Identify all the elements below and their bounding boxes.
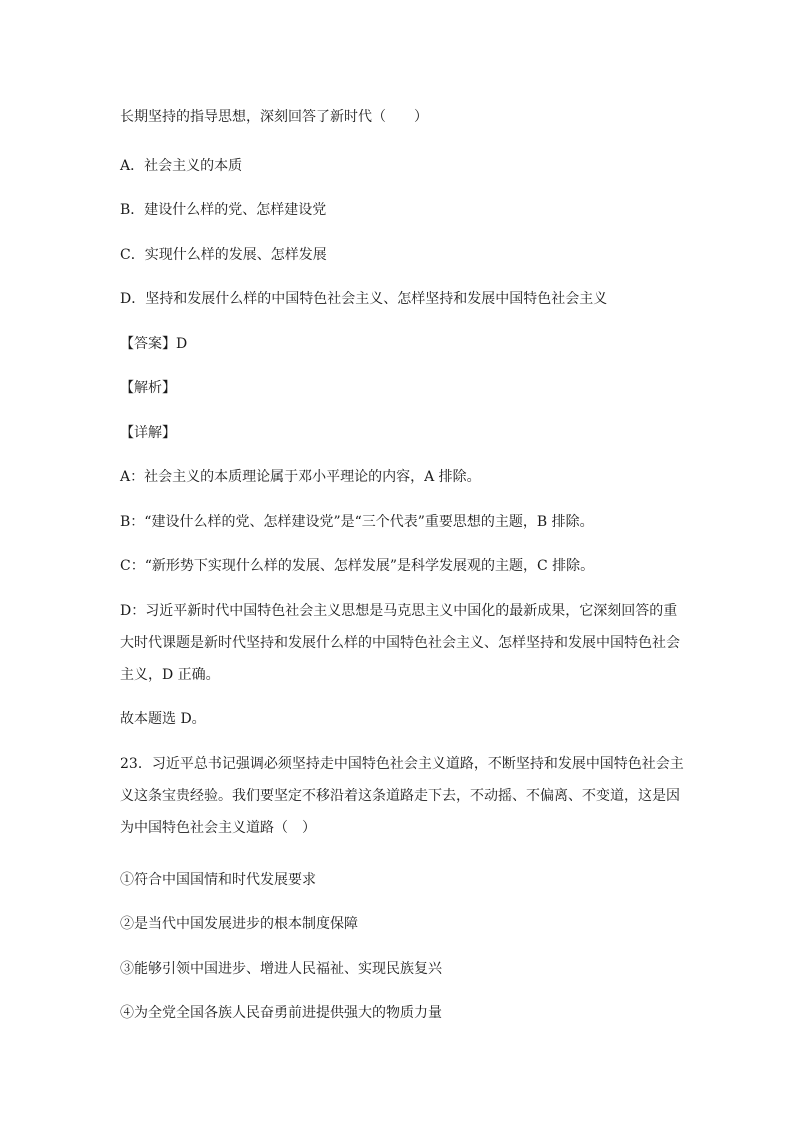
explanation-d-line-2: 大时代课题是新时代坚持和发展什么样的中国特色社会主义、怎样坚持和发展中国特色社会 (120, 635, 680, 651)
conclusion: 故本题选 D。 (120, 711, 206, 727)
explanation-b: B：“建设什么样的党、怎样建设党”是“三个代表”重要思想的主题，B 排除。 (120, 514, 594, 530)
question-23-line-1: 23．习近平总书记强调必须坚持走中国特色社会主义道路，不断坚持和发展中国特色社会主 (120, 756, 684, 772)
question-23-line-2: 义这条宝贵经验。我们要坚定不移沿着这条道路走下去，不动摇、不偏离、不变道，这是因 (120, 788, 680, 804)
option-c: C．实现什么样的发展、怎样发展 (120, 247, 327, 263)
explanation-c: C：“新形势下实现什么样的发展、怎样发展”是科学发展观的主题，C 排除。 (120, 558, 595, 574)
question-23-line-3: 为中国特色社会主义道路（ ） (120, 820, 316, 836)
answer-label: 【答案】D (120, 336, 188, 352)
analysis-label: 【解析】 (120, 380, 176, 396)
statement-3: ③能够引领中国进步、增进人民福祉、实现民族复兴 (120, 961, 442, 977)
statement-2: ②是当代中国发展进步的根本制度保障 (120, 916, 358, 932)
question-stem-tail: 长期坚持的指导思想，深刻回答了新时代（ ） (120, 109, 428, 125)
option-d: D．坚持和发展什么样的中国特色社会主义、怎样坚持和发展中国特色社会主义 (120, 291, 608, 307)
statement-4: ④为全党全国各族人民奋勇前进提供强大的物质力量 (120, 1005, 442, 1021)
option-a: A．社会主义的本质 (120, 158, 243, 174)
explanation-a: A：社会主义的本质理论属于邓小平理论的内容，A 排除。 (120, 469, 481, 485)
explanation-d-line-1: D：习近平新时代中国特色社会主义思想是马克思主义中国化的最新成果，它深刻回答的重 (120, 603, 678, 619)
detail-label: 【详解】 (120, 425, 176, 441)
statement-1: ①符合中国国情和时代发展要求 (120, 872, 316, 888)
explanation-d-line-3: 主义，D 正确。 (120, 667, 220, 683)
option-b: B．建设什么样的党、怎样建设党 (120, 202, 327, 218)
